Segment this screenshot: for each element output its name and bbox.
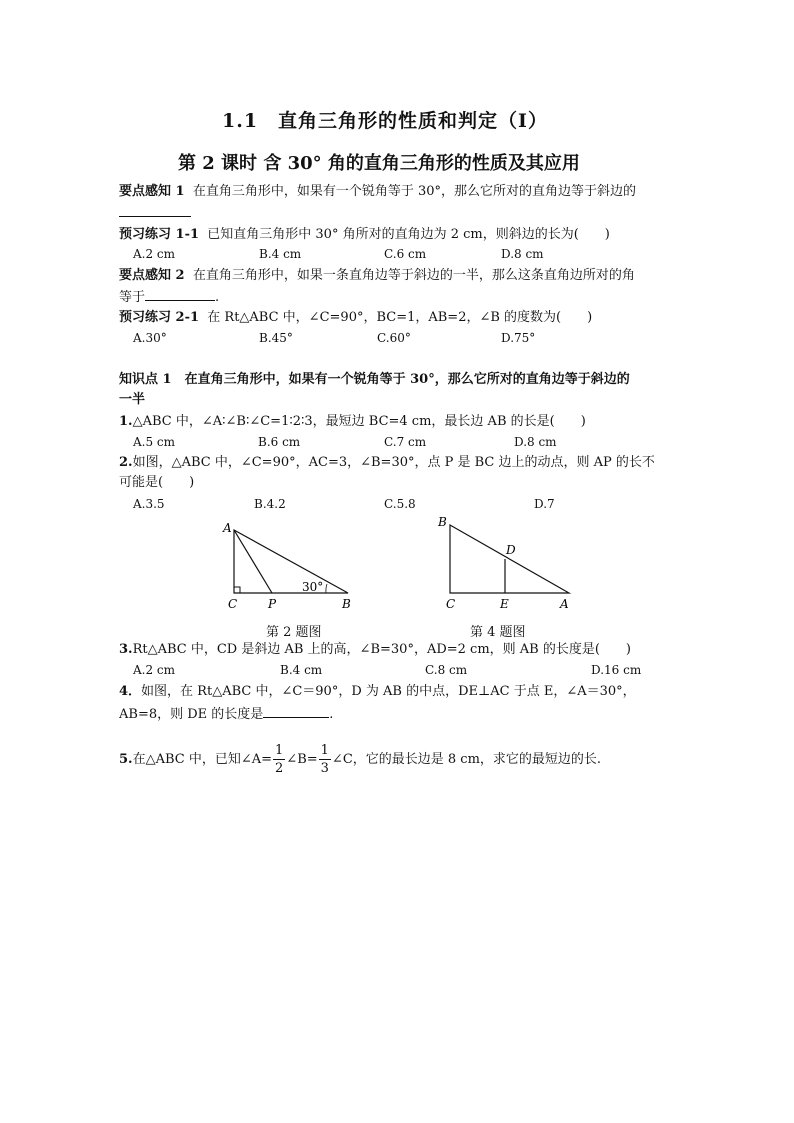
question-1-option-b[interactable]: B.6 cm xyxy=(258,435,301,449)
practice-2-1-label: 预习练习 2-1 xyxy=(119,310,200,325)
label-b: B xyxy=(342,597,351,611)
key-point-2-label: 要点感知 2 xyxy=(119,268,185,283)
fraction-numerator: 1 xyxy=(275,743,284,758)
triangle-abc xyxy=(450,525,569,593)
practice-1-1-option-a[interactable]: A.2 cm xyxy=(133,247,176,261)
key-point-2-text2: 等于 xyxy=(119,290,146,305)
fraction-denominator: 2 xyxy=(275,761,284,776)
practice-2-1-text: 在 Rt△ABC 中，∠C=90°，BC=1，AB=2，∠B 的度数为( ) xyxy=(207,310,593,325)
question-2-option-b[interactable]: B.4.2 xyxy=(254,497,286,511)
fraction-one-third xyxy=(319,742,331,777)
question-2-option-c[interactable]: C.5.8 xyxy=(384,497,416,511)
question-2-option-a[interactable]: A.3.5 xyxy=(133,497,165,511)
label-angle: 30° xyxy=(302,580,324,594)
label-c: C xyxy=(228,597,238,611)
page-title: 1.1 直角三角形的性质和判定（Ⅰ） xyxy=(222,110,548,132)
question-4-number: 4． xyxy=(119,684,142,699)
question-4-end: . xyxy=(329,707,334,722)
key-point-2 xyxy=(119,268,635,284)
question-4-text2: AB=8，则 DE 的长度是 xyxy=(119,707,264,722)
key-point-2-text: 在直角三角形中，如果一条直角边等于斜边的一半，那么这条直角边所对的角 xyxy=(192,268,635,283)
question-4-blank[interactable] xyxy=(263,705,329,718)
question-5-pre: 在△ABC 中，已知∠A= xyxy=(132,752,273,767)
question-2-option-d[interactable]: D.7 xyxy=(534,497,555,511)
question-2-text: 如图，△ABC 中，∠C=90°，AC=3，∠B=30°，点 P 是 BC 边上的动点，则 AP 的长不 xyxy=(132,455,655,470)
label-d: D xyxy=(506,543,516,557)
practice-2-1-option-a[interactable]: A.30° xyxy=(133,331,167,345)
key-point-1-blank[interactable] xyxy=(119,204,191,217)
question-5-post: ∠C，它的最长边是 8 cm，求它的最短边的长. xyxy=(331,752,602,767)
question-4-line2 xyxy=(119,705,333,723)
key-point-2-line2 xyxy=(119,288,219,306)
practice-2-1-option-b[interactable]: B.45° xyxy=(259,331,293,345)
knowledge-point-1-line1: 知识点 1 在直角三角形中，如果有一个锐角等于 30°，那么它所对的直角边等于斜边的 xyxy=(119,372,630,387)
knowledge-point-1-line2: 一半 xyxy=(119,392,146,407)
segment-ap xyxy=(234,530,272,593)
triangle-abc xyxy=(234,530,348,593)
key-point-1-label: 要点感知 1 xyxy=(119,184,185,199)
question-3-option-d[interactable]: D.16 cm xyxy=(591,663,642,677)
question-3-number: 3. xyxy=(119,642,133,657)
question-1-option-d[interactable]: D.8 cm xyxy=(514,435,557,449)
page-subtitle: 第 2 课时 含 30° 角的直角三角形的性质及其应用 xyxy=(178,153,580,174)
question-3 xyxy=(119,642,631,658)
question-2-number: 2. xyxy=(119,455,133,470)
practice-1-1-text: 已知直角三角形中 30° 角所对的直角边为 2 cm，则斜边的长为( ) xyxy=(207,227,610,242)
fraction-denominator: 3 xyxy=(320,761,329,776)
fraction-one-half xyxy=(273,742,285,777)
question-3-option-b[interactable]: B.4 cm xyxy=(280,663,323,677)
practice-2-1-option-c[interactable]: C.60° xyxy=(377,331,411,345)
question-1-option-c[interactable]: C.7 cm xyxy=(384,435,427,449)
figure-2-caption: 第 2 题图 xyxy=(266,625,322,640)
question-3-text: Rt△ABC 中，CD 是斜边 AB 上的高，∠B=30°，AD=2 cm，则 AB 的长度是( ) xyxy=(132,642,632,657)
key-point-2-end: . xyxy=(215,290,220,305)
question-2-line1 xyxy=(119,455,655,471)
question-1-number: 1. xyxy=(119,414,133,429)
question-3-option-a[interactable]: A.2 cm xyxy=(133,663,176,677)
label-c: C xyxy=(446,597,456,611)
practice-1-1-option-c[interactable]: C.6 cm xyxy=(384,247,427,261)
practice-2-1-option-d[interactable]: D.75° xyxy=(501,331,536,345)
key-point-2-blank[interactable] xyxy=(145,288,215,301)
practice-1-1-label: 预习练习 1-1 xyxy=(119,227,200,242)
question-1-option-a[interactable]: A.5 cm xyxy=(133,435,176,449)
question-5-mid: ∠B= xyxy=(286,752,318,767)
question-4-line1 xyxy=(119,684,636,700)
question-1-text: △ABC 中，∠A∶∠B∶∠C=1∶2∶3，最短边 BC=4 cm，最长边 AB 的长是( ) xyxy=(132,414,586,429)
question-4-text: 如图，在 Rt△ABC 中，∠C＝90°，D 为 AB 的中点，DE⊥AC 于点 E，∠A＝30°， xyxy=(141,684,636,699)
question-1 xyxy=(119,414,586,430)
practice-1-1-option-d[interactable]: D.8 cm xyxy=(501,247,544,261)
label-p: P xyxy=(268,597,277,611)
key-point-1 xyxy=(119,184,636,200)
practice-2-1 xyxy=(119,310,592,326)
figure-4 xyxy=(434,514,579,614)
right-angle-mark xyxy=(234,587,240,593)
figure-4-caption: 第 4 题图 xyxy=(470,625,526,640)
label-a: A xyxy=(223,521,232,535)
label-a: A xyxy=(560,597,569,611)
fraction-numerator: 1 xyxy=(320,743,329,758)
practice-1-1 xyxy=(119,227,610,243)
question-5-number: 5. xyxy=(119,752,133,767)
key-point-1-text: 在直角三角形中，如果有一个锐角等于 30°，那么它所对的直角边等于斜边的 xyxy=(192,184,637,199)
practice-1-1-option-b[interactable]: B.4 cm xyxy=(259,247,302,261)
question-3-option-c[interactable]: C.8 cm xyxy=(425,663,468,677)
angle-arc xyxy=(326,584,327,593)
question-2-line2: 可能是( ) xyxy=(119,475,195,490)
figure-2 xyxy=(220,518,360,614)
question-5 xyxy=(119,742,601,778)
label-b: B xyxy=(438,515,447,529)
key-point-1-answer xyxy=(119,204,191,222)
label-e: E xyxy=(500,597,509,611)
